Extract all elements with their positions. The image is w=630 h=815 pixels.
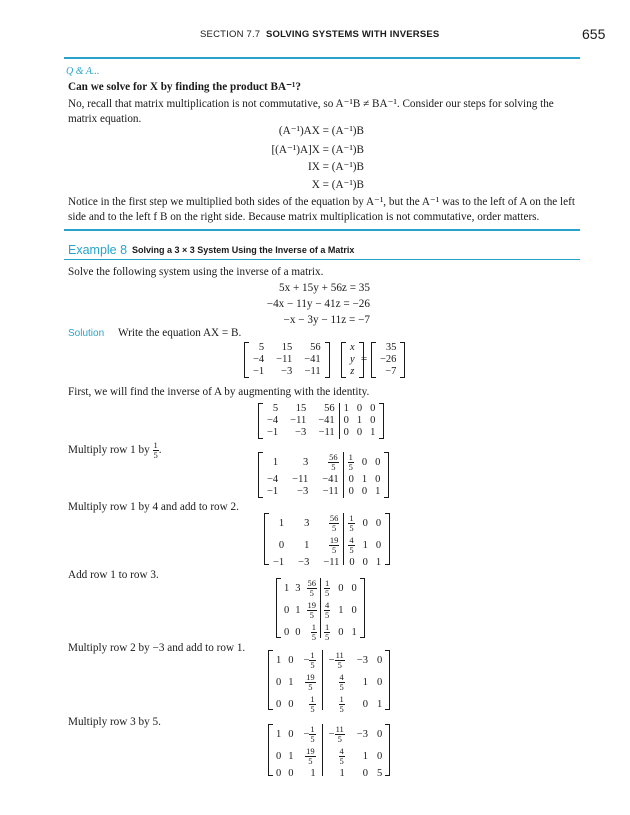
example-subtitle: Solving a 3 × 3 System Using the Inverse of a Matrix (132, 245, 355, 255)
step5-text: Multiply row 3 by 5. (68, 716, 161, 728)
qa-step-4: X = (A⁻¹)B (311, 179, 364, 191)
qa-question: Can we solve for X by finding the product BA⁻¹? (68, 81, 301, 93)
solution-label: Solution (68, 328, 105, 339)
system-eq-1: 5x + 15y + 56z = 35 (278, 282, 370, 294)
augment-text: First, we will find the inverse of A by augmenting with the identity. (68, 386, 370, 398)
qa-step-1: (A⁻¹)AX = (A⁻¹)B (278, 125, 364, 137)
solution-intro: Write the equation AX = B. (118, 327, 242, 339)
matrix-X: x y z (341, 342, 364, 378)
qa-step-3: IX = (A⁻¹)B (308, 161, 364, 173)
page-number: 655 (582, 26, 606, 42)
step1-text: Multiply row 1 by $\frac{1}{5}$ . (68, 440, 162, 460)
section-header (200, 29, 439, 40)
example-title: Example 8 (68, 243, 128, 257)
example-rule (64, 259, 580, 260)
augmented-matrix-5: 1 0 0 0 1 0 − $\frac{1}{5}$ $\frac{19}{5}$ 1 − $\frac{11}{5}$ $\frac{4}{5}$ 1 −3 1 0 0 0 5 (268, 724, 390, 776)
augmented-matrix-1: 1 −4 −1 3 −11 −3 $\frac{56}{5}$ −41 −11 $\frac{1}{5}$ 0 0 0 1 0 0 0 1 (258, 452, 389, 498)
equals-sign: = (361, 353, 368, 365)
qa-bottom-rule (64, 229, 580, 231)
qa-answer: No, recall that matrix multiplication is not commutative, so A⁻¹B ≠ BA⁻¹. Consider our steps for solving the matrix equation. (68, 98, 554, 125)
section-title: SOLVING SYSTEMS WITH INVERSES (265, 29, 440, 40)
step2-text: Multiply row 1 by 4 and add to row 2. (68, 501, 239, 513)
augmented-matrix-0: 5 −4 −1 15 −11 −3 56 −41 −11 1 0 0 0 1 0 0 0 1 (258, 403, 384, 439)
augmented-matrix-4: 1 0 0 0 1 0 − $\frac{1}{5}$ $\frac{19}{5}$ $\frac{1}{5}$ − $\frac{11}{5}$ $\frac{4}{5}$ $\frac{1}{5}$ −3 1 0 0 0 1 (268, 650, 390, 710)
matrix-A: 5 −4 −1 15 −11 −3 56 −41 −11 (244, 342, 330, 378)
section-label: SECTION 7.7 (200, 29, 261, 40)
top-rule (64, 57, 580, 59)
system-eq-3: −x − 3y − 11z = −7 (283, 314, 370, 326)
example-prompt: Solve the following system using the inverse of a matrix. (68, 266, 324, 278)
system-eq-2: −4x − 11y − 41z = −26 (266, 298, 370, 310)
matrix-B: 35 −26 −7 (371, 342, 405, 378)
augmented-matrix-2: 1 0 −1 3 1 −3 $\frac{56}{5}$ $\frac{19}{5}$ −11 $\frac{1}{5}$ $\frac{4}{5}$ 0 0 1 0 0 0 1 (264, 513, 390, 565)
qa-note: Notice in the first step we multiplied both sides of the equation by A⁻¹, but the A⁻¹ was to the left of A on the left side and to the left f B on the right side. Because matrix multiplication is not commutative, order matters. (68, 196, 575, 223)
step4-text: Multiply row 2 by −3 and add to row 1. (68, 642, 246, 654)
augmented-matrix-3: 1 0 0 3 1 0 $\frac{56}{5}$ $\frac{19}{5}$ $\frac{1}{5}$ $\frac{1}{5}$ $\frac{4}{5}$ $\frac{1}{5}$ 0 1 0 0 0 1 (276, 578, 365, 638)
qa-tag: Q & A... (66, 66, 100, 77)
qa-step-2: [(A⁻¹)A]X = (A⁻¹)B (271, 144, 364, 156)
step3-text: Add row 1 to row 3. (68, 569, 159, 581)
